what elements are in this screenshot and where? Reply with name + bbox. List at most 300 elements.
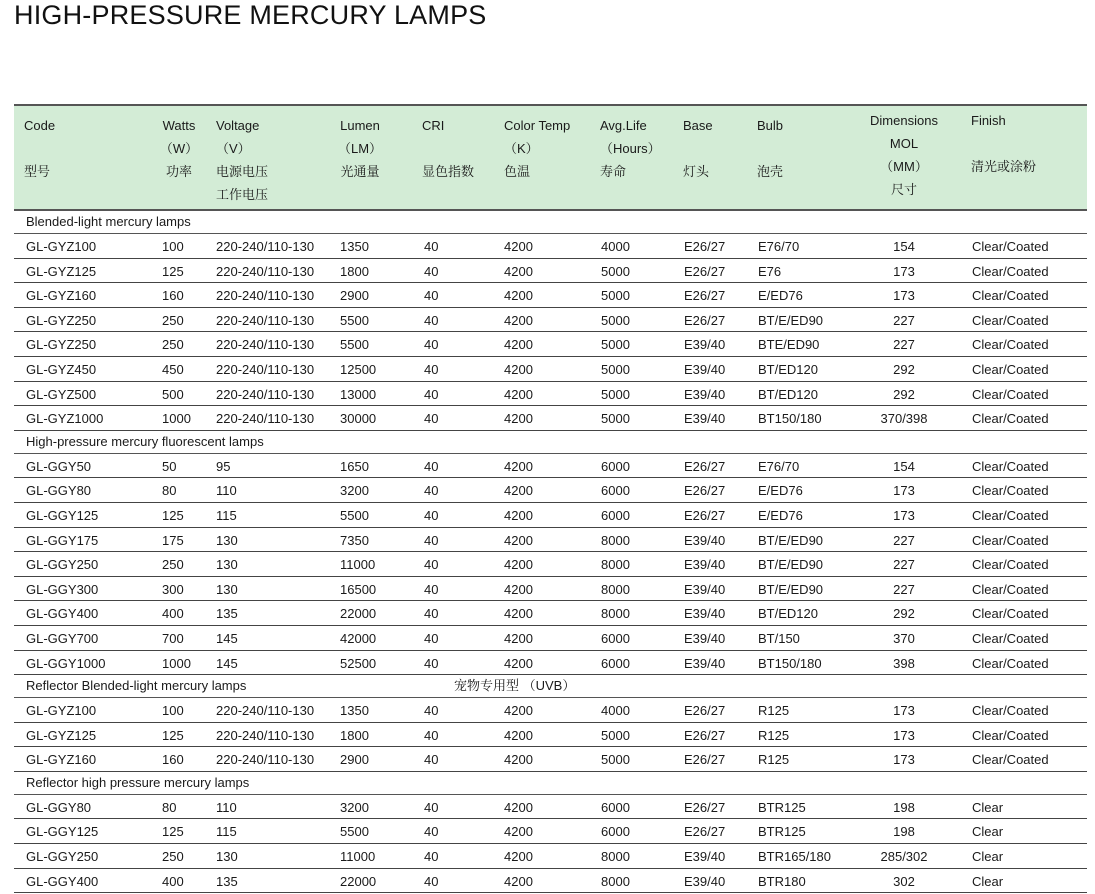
header-life [600,114,661,183]
cell-code: GL-GYZ450 [26,361,97,377]
cell-cri: 40 [424,483,439,499]
cell-cri: 40 [424,288,439,304]
header-life-unit: （Hours） [600,141,661,156]
cell-bulb: R125 [758,752,790,768]
cell-cri: 40 [424,507,439,523]
header-bulb-en: Bulb [757,118,784,133]
cell-finish: Clear [972,849,1004,865]
cell-cri: 40 [424,337,439,353]
cell-lumen: 1650 [340,458,369,474]
cell-life: 5000 [601,312,630,328]
cell-voltage: 220-240/110-130 [216,288,315,304]
cell-dimensions: 173 [893,263,915,279]
cell-voltage: 115 [216,824,237,840]
cell-code: GL-GGY125 [26,824,99,840]
cell-lumen: 1800 [340,263,369,279]
cell-watts: 100 [162,703,184,719]
cell-lumen: 42000 [340,630,377,646]
cell-dimensions: 370 [893,630,915,646]
cell-base: E26/27 [684,799,726,815]
cell-watts: 50 [162,458,177,474]
cell-base: E26/27 [684,312,726,328]
cell-code: GL-GGY125 [26,507,99,523]
cell-base: E39/40 [684,849,726,865]
cell-base: E26/27 [684,703,726,719]
cell-colortemp: 4200 [504,824,533,840]
cell-finish: Clear/Coated [972,630,1049,646]
cell-finish: Clear [972,824,1004,840]
cell-colortemp: 4200 [504,239,533,254]
cell-dimensions: 302 [893,873,915,889]
table-row [14,528,1087,553]
cell-dimensions: 227 [893,557,915,573]
table-row [14,698,1087,723]
cell-finish: Clear/Coated [972,507,1049,523]
cell-finish: Clear/Coated [972,288,1049,304]
cell-finish: Clear/Coated [972,655,1049,671]
cell-life: 8000 [601,873,630,889]
cell-bulb: BT/ED120 [758,606,818,622]
cell-lumen: 52500 [340,655,377,671]
header-finish [971,109,1036,178]
header-dimensions [864,109,944,201]
table-row [14,283,1087,308]
cell-code: GL-GYZ125 [26,263,97,279]
cell-colortemp: 4200 [504,263,533,279]
header-bulb [757,114,783,183]
cell-base: E26/27 [684,507,726,523]
cell-finish: Clear/Coated [972,532,1049,548]
cell-base: E26/27 [684,483,726,499]
header-dimensions-cn: 尺寸 [890,182,917,197]
header-voltage-unit: （V） [216,141,251,156]
cell-colortemp: 4200 [504,386,533,402]
cell-voltage: 220-240/110-130 [216,239,315,254]
header-voltage-cn2: 工作电压 [216,187,269,202]
cell-cri: 40 [424,606,439,622]
cell-finish: Clear [972,799,1004,815]
table-row [14,552,1087,577]
cell-code: GL-GGY1000 [26,655,106,671]
cell-base: E26/27 [684,752,726,768]
cell-colortemp: 4200 [504,630,533,646]
cell-lumen: 5500 [340,312,369,328]
cell-bulb: BTR165/180 [758,849,831,865]
table-row [14,601,1087,626]
cell-base: E39/40 [684,655,726,671]
cell-base: E39/40 [684,386,726,402]
header-colortemp-cn: 色温 [504,164,531,179]
header-watts-cn: 功率 [165,164,192,179]
table-row [14,259,1087,284]
cell-voltage: 220-240/110-130 [216,703,315,719]
section-title: High-pressure mercury fluorescent lamps [26,433,264,449]
cell-life: 6000 [601,507,630,523]
cell-lumen: 13000 [340,386,377,402]
cell-code: GL-GYZ250 [26,312,97,328]
table-row [14,406,1087,431]
cell-cri: 40 [424,361,439,377]
cell-life: 4000 [601,239,630,254]
cell-code: GL-GYZ160 [26,752,97,768]
table-row [14,332,1087,357]
cell-watts: 160 [162,288,184,304]
cell-bulb: BT150/180 [758,655,822,671]
cell-finish: Clear/Coated [972,727,1049,743]
header-lumen-cn: 光通量 [340,164,380,179]
cell-lumen: 12500 [340,361,377,377]
header-finish-en: Finish [971,113,1006,128]
cell-base: E26/27 [684,824,726,840]
cell-watts: 125 [162,263,184,279]
cell-base: E39/40 [684,581,726,597]
cell-code: GL-GYZ125 [26,727,97,743]
cell-finish: Clear/Coated [972,581,1049,597]
header-lumen-en: Lumen [340,118,380,133]
cell-finish: Clear/Coated [972,606,1049,622]
cell-code: GL-GGY175 [26,532,99,548]
cell-watts: 80 [162,483,177,499]
cell-dimensions: 292 [893,386,915,402]
cell-cri: 40 [424,752,439,768]
cell-watts: 125 [162,824,184,840]
cell-dimensions: 198 [893,824,915,840]
cell-code: GL-GGY80 [26,483,92,499]
section-heading [14,675,1087,698]
header-voltage-en: Voltage [216,118,260,133]
cell-cri: 40 [424,849,439,865]
header-watts-unit: （W） [159,141,199,156]
cell-life: 8000 [601,557,630,573]
cell-watts: 700 [162,630,184,646]
cell-watts: 250 [162,312,184,328]
cell-life: 6000 [601,799,630,815]
cell-lumen: 2900 [340,288,369,304]
cell-code: GL-GGY400 [26,606,99,622]
cell-code: GL-GGY250 [26,557,99,573]
cell-voltage: 110 [216,483,237,499]
cell-base: E26/27 [684,458,726,474]
section-title: Reflector high pressure mercury lamps [26,774,250,790]
cell-dimensions: 227 [893,581,915,597]
cell-code: GL-GYZ250 [26,337,97,353]
cell-cri: 40 [424,727,439,743]
cell-watts: 125 [162,507,184,523]
cell-base: E39/40 [684,411,726,427]
cell-lumen: 1350 [340,703,369,719]
cell-dimensions: 292 [893,361,915,377]
table-row [14,234,1087,259]
spec-table [14,104,1087,893]
cell-finish: Clear/Coated [972,312,1049,328]
cell-dimensions: 173 [893,507,915,523]
cell-colortemp: 4200 [504,752,533,768]
header-dimensions-unit: （MM） [880,159,928,174]
table-row [14,382,1087,407]
cell-colortemp: 4200 [504,483,533,499]
header-colortemp [504,114,570,183]
cell-cri: 40 [424,873,439,889]
header-dimensions-en: Dimensions [870,113,938,128]
cell-bulb: E/ED76 [758,288,803,304]
cell-voltage: 220-240/110-130 [216,411,315,427]
header-finish-cn: 清光或涂粉 [971,159,1037,174]
cell-cri: 40 [424,557,439,573]
table-row [14,503,1087,528]
cell-base: E39/40 [684,532,726,548]
cell-lumen: 2900 [340,752,369,768]
cell-voltage: 110 [216,799,237,815]
cell-dimensions: 173 [893,288,915,304]
header-life-cn: 寿命 [600,164,627,179]
header-cri [422,114,474,183]
cell-bulb: BTR125 [758,799,806,815]
cell-code: GL-GYZ100 [26,703,97,719]
cell-watts: 160 [162,752,184,768]
cell-colortemp: 4200 [504,606,533,622]
cell-watts: 300 [162,581,184,597]
cell-life: 6000 [601,458,630,474]
cell-lumen: 30000 [340,411,377,427]
cell-life: 4000 [601,703,630,719]
cell-watts: 100 [162,239,184,254]
cell-watts: 400 [162,606,184,622]
cell-life: 5000 [601,386,630,402]
header-watts [159,114,199,183]
cell-code: GL-GGY700 [26,630,99,646]
cell-base: E26/27 [684,263,726,279]
cell-cri: 40 [424,458,439,474]
cell-colortemp: 4200 [504,655,533,671]
header-colortemp-unit: （K） [504,141,539,156]
cell-cri: 40 [424,581,439,597]
cell-life: 6000 [601,483,630,499]
cell-lumen: 11000 [340,849,376,865]
cell-dimensions: 173 [893,727,915,743]
cell-dimensions: 227 [893,532,915,548]
cell-lumen: 3200 [340,799,369,815]
table-row [14,454,1087,479]
cell-lumen: 5500 [340,337,369,353]
cell-bulb: BT/E/ED90 [758,581,824,597]
section-note: 宠物专用型 （UVB） [454,678,576,694]
cell-cri: 40 [424,655,439,671]
cell-base: E39/40 [684,557,726,573]
cell-watts: 250 [162,557,184,573]
cell-voltage: 130 [216,557,238,573]
header-lumen [338,114,382,183]
section-heading [14,431,1087,454]
header-code-en: Code [24,118,56,133]
cell-watts: 250 [162,849,184,865]
cell-base: E39/40 [684,873,726,889]
table-row [14,357,1087,382]
cell-watts: 175 [162,532,184,548]
cell-life: 8000 [601,606,630,622]
cell-life: 6000 [601,630,630,646]
cell-cri: 40 [424,312,439,328]
table-row [14,651,1087,676]
cell-finish: Clear/Coated [972,557,1049,573]
cell-lumen: 22000 [340,606,377,622]
cell-dimensions: 173 [893,752,915,768]
cell-dimensions: 370/398 [880,411,928,427]
cell-finish: Clear/Coated [972,386,1049,402]
cell-watts: 1000 [162,411,191,427]
cell-colortemp: 4200 [504,288,533,304]
cell-dimensions: 198 [893,799,915,815]
cell-life: 5000 [601,288,630,304]
cell-dimensions: 173 [893,703,915,719]
cell-voltage: 220-240/110-130 [216,263,315,279]
cell-cri: 40 [424,239,439,254]
cell-life: 8000 [601,849,630,865]
cell-watts: 125 [162,727,184,743]
cell-colortemp: 4200 [504,361,533,377]
cell-finish: Clear/Coated [972,263,1049,279]
cell-lumen: 5500 [340,824,369,840]
header-bulb-cn: 泡壳 [757,164,784,179]
cell-bulb: E76/70 [758,239,800,254]
cell-colortemp: 4200 [504,458,533,474]
cell-finish: Clear/Coated [972,361,1049,377]
header-watts-en: Watts [162,118,196,133]
cell-bulb: BT/E/ED90 [758,557,824,573]
cell-voltage: 135 [216,606,238,622]
cell-code: GL-GYZ500 [26,386,97,402]
cell-watts: 1000 [162,655,191,671]
cell-lumen: 1800 [340,727,369,743]
cell-code: GL-GGY400 [26,873,99,889]
cell-colortemp: 4200 [504,703,533,719]
cell-lumen: 1350 [340,239,369,254]
cell-dimensions: 285/302 [880,849,928,865]
table-row [14,478,1087,503]
cell-life: 5000 [601,752,630,768]
cell-code: GL-GGY80 [26,799,92,815]
cell-bulb: BTE/ED90 [758,337,820,353]
cell-voltage: 220-240/110-130 [216,727,315,743]
cell-voltage: 220-240/110-130 [216,312,315,328]
cell-colortemp: 4200 [504,557,533,573]
cell-lumen: 3200 [340,483,369,499]
cell-finish: Clear/Coated [972,239,1049,254]
header-lumen-unit: （LM） [338,141,383,156]
section-title: Reflector Blended-light mercury lamps [26,678,247,694]
cell-cri: 40 [424,630,439,646]
cell-code: GL-GYZ100 [26,239,97,254]
cell-bulb: R125 [758,703,790,719]
cell-base: E26/27 [684,727,726,743]
table-row [14,577,1087,602]
cell-dimensions: 154 [893,239,915,254]
cell-bulb: BT/E/ED90 [758,532,824,548]
cell-life: 5000 [601,263,630,279]
table-row [14,844,1087,869]
cell-voltage: 220-240/110-130 [216,361,315,377]
cell-voltage: 115 [216,507,237,523]
cell-cri: 40 [424,532,439,548]
cell-colortemp: 4200 [504,873,533,889]
cell-life: 5000 [601,727,630,743]
cell-bulb: E76 [758,263,782,279]
cell-voltage: 145 [216,655,238,671]
cell-cri: 40 [424,799,439,815]
cell-watts: 250 [162,337,184,353]
cell-life: 5000 [601,361,630,377]
table-row [14,819,1087,844]
header-voltage [216,114,268,206]
header-dimensions-mol: MOL [889,136,919,151]
cell-finish: Clear [972,873,1004,889]
cell-lumen: 22000 [340,873,377,889]
cell-finish: Clear/Coated [972,703,1049,719]
cell-voltage: 130 [216,532,238,548]
cell-colortemp: 4200 [504,411,533,427]
cell-base: E39/40 [684,630,726,646]
cell-lumen: 16500 [340,581,377,597]
cell-bulb: BT/ED120 [758,386,818,402]
cell-voltage: 135 [216,873,238,889]
table-row [14,795,1087,820]
cell-voltage: 95 [216,458,231,474]
cell-bulb: BT/E/ED90 [758,312,824,328]
cell-bulb: R125 [758,727,790,743]
cell-voltage: 130 [216,849,238,865]
cell-voltage: 130 [216,581,238,597]
cell-colortemp: 4200 [504,532,533,548]
cell-bulb: BT150/180 [758,411,822,427]
cell-code: GL-GGY300 [26,581,99,597]
cell-bulb: E/ED76 [758,483,803,499]
section-title: Blended-light mercury lamps [26,214,191,229]
cell-code: GL-GYZ1000 [26,411,104,427]
cell-voltage: 145 [216,630,238,646]
header-base-en: Base [683,118,713,133]
table-header [14,104,1087,211]
table-row [14,747,1087,772]
cell-finish: Clear/Coated [972,337,1049,353]
cell-dimensions: 154 [893,458,915,474]
cell-lumen: 7350 [340,532,369,548]
cell-finish: Clear/Coated [972,483,1049,499]
cell-lumen: 11000 [340,557,376,573]
header-voltage-cn1: 电源电压 [216,164,269,179]
cell-watts: 400 [162,873,184,889]
header-life-en: Avg.Life [600,118,647,133]
cell-finish: Clear/Coated [972,458,1049,474]
cell-cri: 40 [424,703,439,719]
cell-finish: Clear/Coated [972,752,1049,768]
cell-bulb: BTR180 [758,873,806,889]
cell-bulb: BT/150 [758,630,800,646]
cell-cri: 40 [424,386,439,402]
cell-finish: Clear/Coated [972,411,1049,427]
cell-dimensions: 227 [893,337,915,353]
table-row [14,626,1087,651]
cell-lumen: 5500 [340,507,369,523]
table-body [14,211,1087,893]
cell-base: E39/40 [684,606,726,622]
cell-life: 6000 [601,824,630,840]
cell-life: 8000 [601,581,630,597]
cell-code: GL-GGY50 [26,458,92,474]
header-code [24,114,55,183]
cell-watts: 450 [162,361,184,377]
cell-colortemp: 4200 [504,849,533,865]
cell-cri: 40 [424,824,439,840]
cell-dimensions: 292 [893,606,915,622]
